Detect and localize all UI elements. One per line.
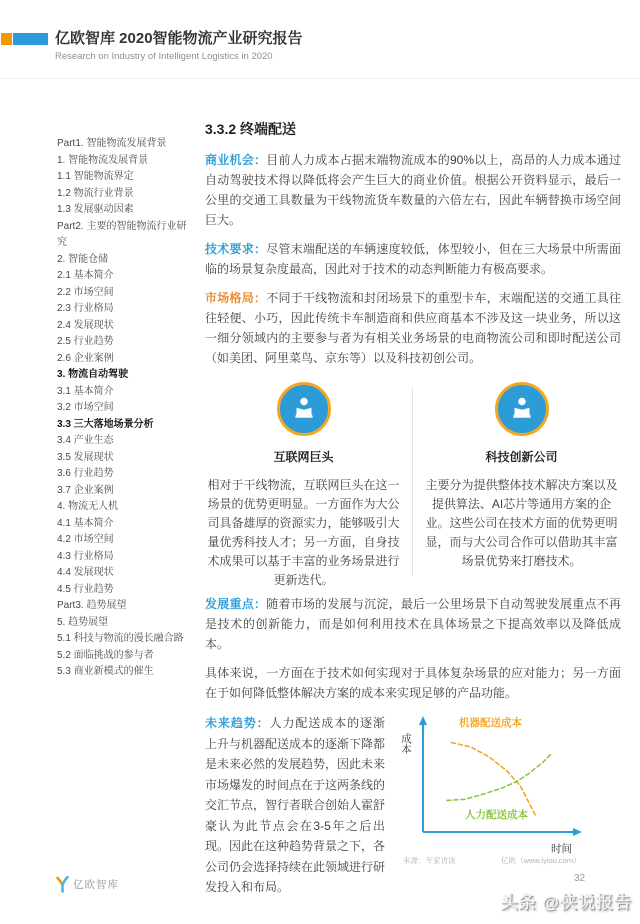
paragraph-text: 随着市场的发展与沉淀，最后一公里场景下自动驾驶发展重点不再是技术的创新能力，而是如何利用技术在具体场景之下提高效率以及降低成本。 [205,597,621,651]
toc-item[interactable]: 1. 智能物流发展背景 [57,154,149,166]
header-blue-mark [13,33,48,45]
toc-item[interactable]: 2.5 行业趋势 [57,336,114,347]
toc-item[interactable]: 3.3 三大落地场景分析 [57,418,154,430]
toc-item[interactable]: Part2. 主要的智能物流行业研究 [57,220,187,248]
toc-item[interactable]: 5.3 商业新模式的催生 [57,666,154,677]
brand-text: 亿欧（www.iyiou.com） [501,856,581,865]
footer-logo-text: 亿欧智库 [73,879,119,891]
source-text: 来源：专家访谈 [403,856,456,865]
y-axis-label: 成本 [400,733,412,754]
page-number: 32 [574,873,586,884]
paragraph-business-opportunity [205,150,621,230]
toc-item[interactable]: 4.1 基本简介 [57,517,114,529]
toc-item[interactable]: 4.2 市场空间 [57,534,114,545]
card-tech-startups [423,380,620,590]
toc-item[interactable]: 2.6 企业案例 [57,352,114,364]
toc-item[interactable]: 3.2 市场空间 [57,402,114,413]
lead-label: 市场格局： [205,291,267,305]
toc-item[interactable]: 1.2 物流行业背景 [57,187,134,199]
lead-label: 商业机会： [205,153,267,167]
toc-item[interactable]: 3.7 企业案例 [57,484,114,496]
footer-logo [55,876,119,893]
paragraph-tech-requirement [205,239,621,279]
series-label-human: 人力配送成本 [465,809,528,821]
vertical-divider [412,388,413,576]
table-of-contents [57,136,190,681]
future-trend-section [205,713,621,898]
paragraph-text: 不同于干线物流和封闭场景下的重型卡车，末端配送的交通工具往往轻便、小巧，因此传统卡车制造商和供应商基本不涉及这一块业务，所以这一细分领域内的主要参与者为有相关业务场景的电商物流公司和即时配送公司（如美团、阿里菜鸟、京东等）以及科技初创公司。 [205,291,621,365]
toc-item[interactable]: 3.4 产业生态 [57,435,114,446]
toc-item[interactable]: 5.2 面临挑战的参与者 [57,649,154,661]
card-internet-giants [205,380,402,590]
human-cost-line [447,755,551,801]
paragraph-text: 人力配送成本的逐渐上升与机器配送成本的逐渐下降都是未来必然的发展趋势，因此未来市场爆发的时间点在于这两条线的交汇节点，智行者联合创始人霍舒豪认为此节点会在3-5年之后出现。因此在这种趋势背景之下，各公司仍会选择持续在此领域进行研发投入和布局。 [205,716,386,894]
lead-label: 技术要求： [205,242,267,256]
paragraph-development-focus [205,594,621,654]
toc-item[interactable]: 3.5 发展现状 [57,451,114,463]
yiou-logo-icon [55,876,70,893]
trend-chart-svg [393,713,621,873]
toc-item[interactable]: 2. 智能仓储 [57,253,109,265]
player-comparison [205,380,621,590]
toc-item[interactable]: 1.1 智能物流界定 [57,171,134,182]
card-text: 主要分为提供整体技术解决方案以及提供算法、AI芯片等通用方案的企业。这些公司在技术方面的优势更明显，而与大公司合作可以借助其丰富场景优势来打磨技术。 [425,478,618,568]
report-subtitle: Research on Industry of Intelligent Logistics in 2020 [55,51,273,62]
header-divider [0,78,640,79]
toc-item[interactable]: 2.2 市场空间 [57,286,114,298]
paragraph-text: 目前人力成本占据末端物流成本的90%以上，高昂的人力成本通过自动驾驶技术得以降低将会产生巨大的商业价值。根据公开资料显示，最后一公里的交通工具数量为干线物流货车数量的六倍左右，因此车辆替换市场空间巨大。 [205,153,621,227]
toc-item[interactable]: 4.3 行业格局 [57,550,114,562]
paragraph-future-trend [205,713,385,898]
card-title: 科技创新公司 [485,450,558,464]
person-reading-icon [495,382,549,436]
report-title: 亿欧智库 2020智能物流产业研究报告 [55,30,303,47]
toc-item[interactable]: 3.1 基本简介 [57,385,114,397]
x-axis-label: 时间 [551,843,572,855]
watermark: 头条 @侠说报告 [500,893,632,912]
main-content [205,119,621,898]
toc-item[interactable]: 2.4 发展现状 [57,319,114,331]
toc-item[interactable]: 3.6 行业趋势 [57,468,114,479]
card-title: 互联网巨头 [273,450,334,464]
toc-item[interactable]: 4. 物流无人机 [57,501,119,512]
toc-item[interactable]: 4.4 发展现状 [57,567,114,578]
paragraph-text: 尽管末端配送的车辆速度较低，体型较小，但在三大场景中所需面临的场景复杂度最高，因此对于技术的动态判断能力有极高要求。 [205,242,621,276]
machine-cost-line [452,743,536,816]
toc-item[interactable]: Part3. 趋势展望 [57,600,127,611]
toc-item[interactable]: Part1. 智能物流发展背景 [57,138,167,149]
lead-label: 未来趋势： [205,716,270,730]
toc-item[interactable]: 5. 趋势展望 [57,616,109,628]
paragraph-market-structure [205,288,621,368]
section-title: 3.3.2 终端配送 [205,121,297,137]
cost-trend-chart [393,713,621,873]
toc-item[interactable]: 1.3 发展驱动因素 [57,204,134,215]
toc-item[interactable]: 3. 物流自动驾驶 [57,369,129,380]
series-label-machine: 机器配送成本 [459,717,522,729]
paragraph-specifics [205,663,621,703]
toc-item[interactable]: 4.5 行业趋势 [57,583,114,595]
toc-item[interactable]: 2.3 行业格局 [57,303,114,314]
card-text: 相对于干线物流，互联网巨头在这一场景的优势更明显。一方面作为大公司具备雄厚的资源实力，能够吸引大量优秀科技人才；另一方面，自身技术成果可以基于丰富的业务场景进行更新迭代。 [207,478,400,587]
paragraph-text: 具体来说，一方面在于技术如何实现对于具体复杂场景的应对能力；另一方面在于如何降低整体解决方案的成本来实现足够的产品功能。 [205,666,621,700]
lead-label: 发展重点： [205,597,267,611]
toc-item[interactable]: 2.1 基本简介 [57,270,114,281]
toc-item[interactable]: 5.1 科技与物流的漫长融合路 [57,633,184,644]
person-reading-icon [277,382,331,436]
header-orange-mark [1,33,12,45]
